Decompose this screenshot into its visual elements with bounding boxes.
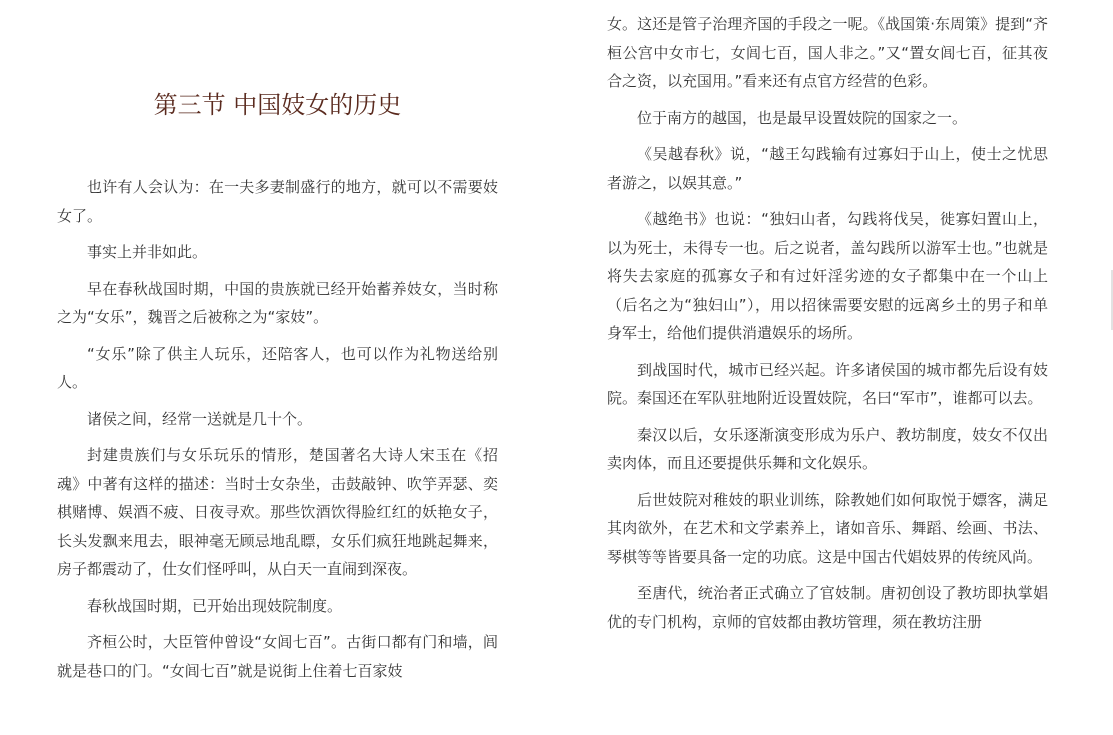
paragraph: 也许有人会认为：在一夫多妻制盛行的地方，就可以不需要妓女了。: [57, 178, 498, 225]
paragraph-continued: 女。这还是管子治理齐国的手段之一呢。《战国策·东周策》提到“齐桓公宫中女市七，女闾七百，国人非之。”又“置女闾七百，征其夜合之资，以充国用。”看来还有点官方经营的色彩。: [607, 15, 1048, 90]
paragraph: 位于南方的越国，也是最早设置妓院的国家之一。: [637, 108, 968, 127]
chapter-title: 第三节 中国妓女的历史: [153, 91, 402, 119]
paragraph: “女乐”除了供主人玩乐，还陪客人，也可以作为礼物送给别人。: [57, 344, 498, 391]
paragraph: 早在春秋战国时期，中国的贵族就已经开始蓄养妓女，当时称之为“女乐”，魏晋之后被称之为“家妓”。: [57, 279, 498, 326]
paragraph: 事实上并非如此。: [87, 243, 208, 261]
paragraph: 到战国时代，城市已经兴起。许多诸侯国的城市都先后设有妓院。秦国还在军队驻地附近设置妓院，名曰“军市”，谁都可以去。: [607, 360, 1048, 407]
right-page-body: [607, 10, 1048, 644]
paragraph: 封建贵族们与女乐玩乐的情形，楚国著名大诗人宋玉在《招魂》中著有这样的描述：当时士女杂坐，击鼓敲钟、吹竽弄瑟、奕棋赌博、娱酒不疲、日夜寻欢。那些饮酒饮得脸红红的妖艳女子，长头发飘来甩去，眼神毫无顾忌地乱瞟，女乐们疯狂地跳起舞来，房子都震动了，仕女们怪呼叫，从白天一直闹到深夜。: [57, 446, 498, 578]
paragraph: 诸侯之间，经常一送就是几十个。: [87, 409, 313, 428]
paragraph: 《越绝书》也说：“独妇山者，勾践将伐吴，徙寡妇置山上，以为死士，未得专一也。后之说者，盖勾践所以游军士也。”也就是将失去家庭的孤寡女子和有过奸淫劣迹的女子都集中在一个山上（后名之为“独妇山”），用以招徕需要安慰的远离乡土的男子和单身军士，给他们提供消遣娱乐的场所。: [607, 210, 1048, 342]
paragraph: 秦汉以后，女乐逐渐演变形成为乐户、教坊制度，妓女不仅出卖肉体，而且还要提供乐舞和文化娱乐。: [607, 425, 1048, 472]
paragraph: 《吴越春秋》说，“越王勾践输有过寡妇于山上，使士之忧思者游之，以娱其意。”: [607, 145, 1048, 192]
paragraph: 春秋战国时期，已开始出现妓院制度。: [87, 596, 343, 615]
paragraph: 后世妓院对稚妓的职业训练，除教她们如何取悦于嫖客，满足其肉欲外，在艺术和文学素养上，诸如音乐、舞蹈、绘画、书法、琴棋等等皆要具备一定的功底。这是中国古代娼妓界的传统风尚。: [607, 490, 1048, 566]
paragraph: 齐桓公时，大臣管仲曾设“女闾七百”。古街口都有门和墙，闾就是巷口的门。“女闾七百”就是说街上住着七百家妓: [57, 633, 498, 680]
left-page-body: [57, 173, 498, 693]
paragraph: 至唐代，统治者正式确立了官妓制。唐初创设了教坊即执掌娼优的专门机构，京师的官妓都由教坊管理，须在教坊注册: [607, 584, 1048, 631]
